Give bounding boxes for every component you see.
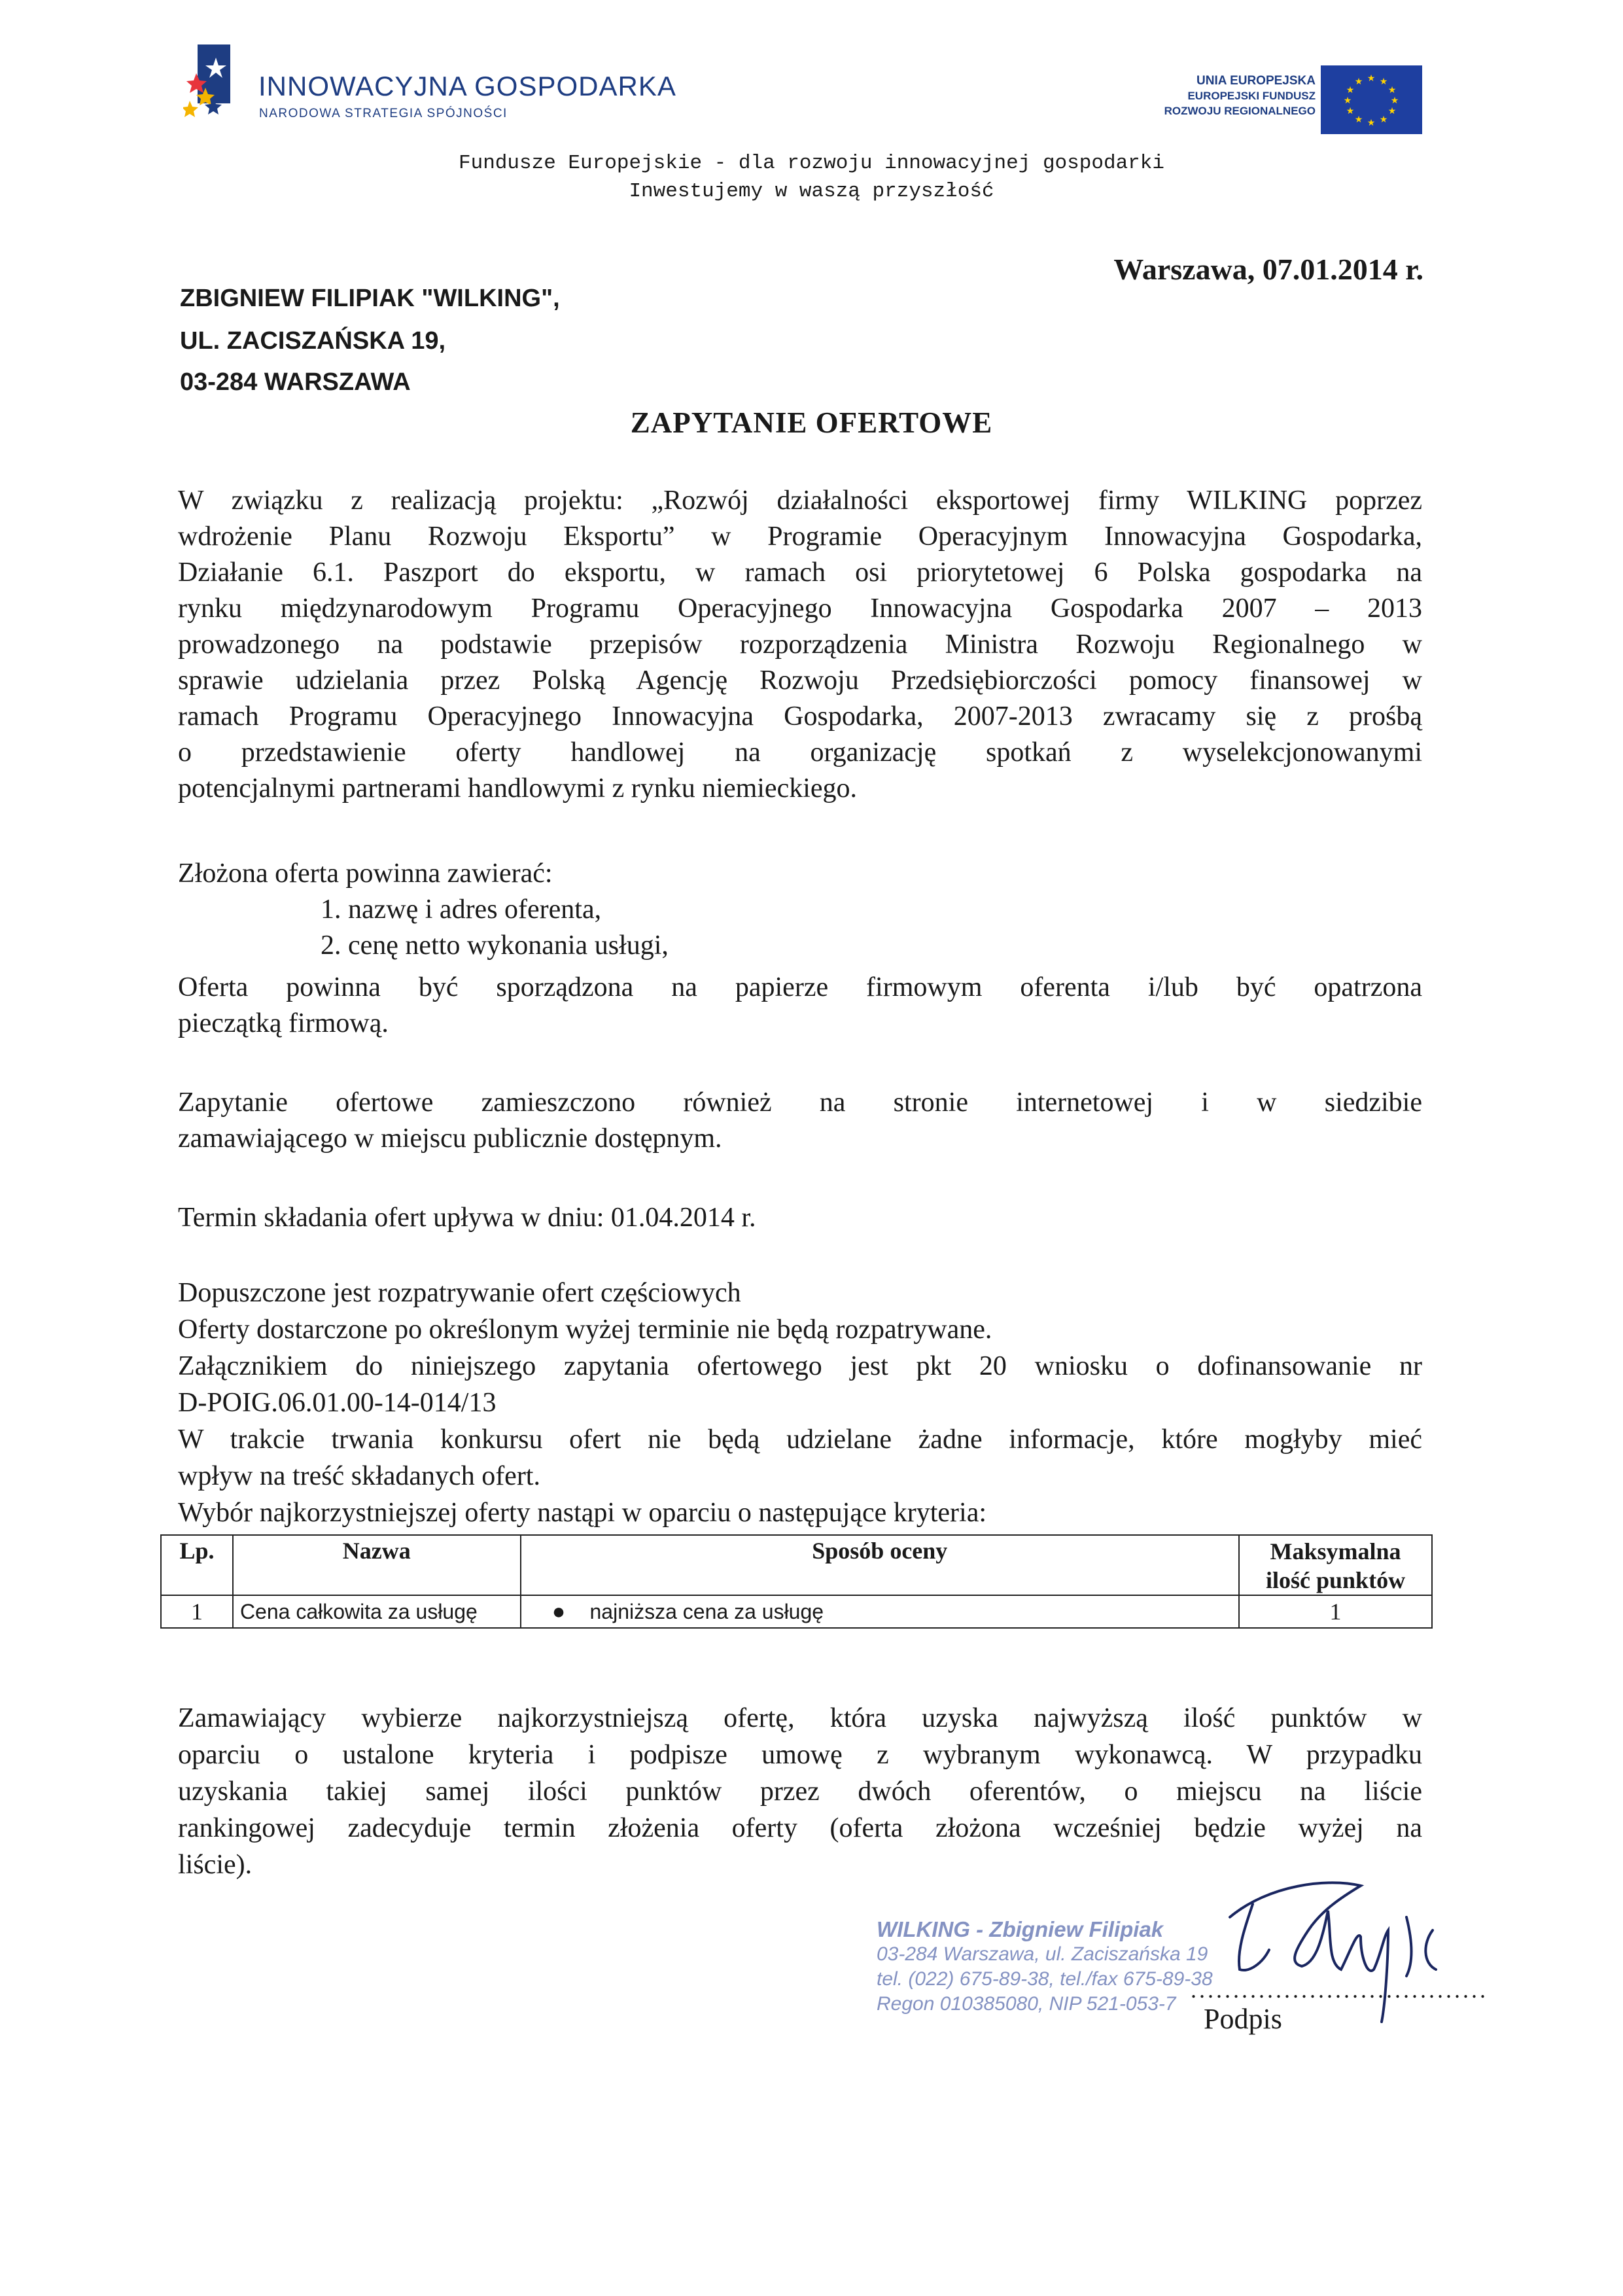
- signature-label: Podpis: [1204, 2003, 1282, 2035]
- intro-line: o przedstawienie oferty handlowej na organizację spotkań z wyselekcjonowanymi: [178, 737, 1422, 768]
- sender-city: 03-284 WARSZAWA: [180, 368, 411, 396]
- rules-line: Oferty dostarczone po określonym wyżej terminie nie będą rozpatrywane.: [178, 1315, 992, 1345]
- cell-name: Cena całkowita za usługę: [233, 1595, 521, 1628]
- table-header-row: [161, 1535, 1432, 1595]
- bullet-icon: ●: [551, 1599, 566, 1624]
- intro-line: ramach Programu Operacyjnego Innowacyjna Gospodarka, 2007-2013 zwracamy się z prośbą: [178, 701, 1422, 732]
- rules-line: wpływ na treść składanych ofert.: [178, 1461, 540, 1491]
- svg-text:★: ★: [1346, 85, 1355, 96]
- eu-label-line3: ROZWOJU REGIONALNEGO: [1164, 105, 1316, 117]
- column-header-lp: Lp.: [161, 1535, 233, 1595]
- offer-contents-heading: Złożona oferta powinna zawierać:: [178, 858, 553, 889]
- closing-line: uzyskania takiej samej ilości punktów przez dwóch oferentów, o miejscu na liście: [178, 1776, 1422, 1807]
- cell-method: [521, 1595, 1240, 1628]
- publication-paragraph: [178, 1085, 1422, 1157]
- closing-line: oparciu o ustalone kryteria i podpisze umowę z wybranym wykonawcą. W przypadku: [178, 1740, 1422, 1770]
- company-stamp: [877, 1917, 1213, 2017]
- offer-paper-line: Oferta powinna być sporządzona na papierze firmowym oferenta i/lub być opatrzona: [178, 972, 1422, 1002]
- cell-lp: 1: [161, 1595, 233, 1628]
- cell-method-text: najniższa cena za usługę: [589, 1600, 824, 1623]
- program-subtitle: NARODOWA STRATEGIA SPÓJNOŚCI: [259, 107, 508, 120]
- signature-line: ...................................: [1191, 1977, 1488, 2003]
- intro-line: prowadzonego na podstawie przepisów rozporządzenia Ministra Rozwoju Regionalnego w: [178, 629, 1422, 660]
- closing-paragraph: [178, 1700, 1422, 1883]
- intro-line: sprawie udzielania przez Polską Agencję Rozwoju Przedsiębiorczości pomocy finansowej w: [178, 665, 1422, 696]
- stamp-line: Regon 010385080, NIP 521-053-7: [877, 1993, 1176, 2015]
- eu-label-line1: UNIA EUROPEJSKA: [1196, 74, 1316, 88]
- svg-text:★: ★: [1343, 96, 1352, 106]
- rules-line: D-POIG.06.01.00-14-014/13: [178, 1388, 497, 1418]
- sender-name: ZBIGNIEW FILIPIAK "WILKING",: [180, 285, 560, 312]
- intro-line: rynku międzynarodowym Programu Operacyjnego Innowacyjna Gospodarka 2007 – 2013: [178, 593, 1422, 624]
- table-row: [161, 1595, 1432, 1628]
- cell-points: 1: [1239, 1595, 1432, 1628]
- svg-text:★: ★: [1346, 106, 1355, 116]
- program-title: INNOWACYJNA GOSPODARKA: [258, 71, 676, 101]
- svg-text:★: ★: [1390, 96, 1399, 106]
- rules-line: W trakcie trwania konkursu ofert nie będą udzielane żadne informacje, które mogłyby mieć: [178, 1424, 1422, 1455]
- intro-paragraph: [178, 483, 1422, 807]
- closing-line: liście).: [178, 1850, 253, 1880]
- intro-line: potencjalnymi partnerami handlowymi z rynku niemieckiego.: [178, 773, 858, 804]
- closing-line: Zamawiający wybierze najkorzystniejszą ofertę, która uzyska najwyższą ilość punktów w: [178, 1703, 1422, 1733]
- svg-text:★: ★: [1367, 73, 1376, 84]
- sender-street: UL. ZACISZAŃSKA 19,: [180, 327, 446, 355]
- eu-flag-icon: [1321, 65, 1422, 134]
- criteria-table: [160, 1534, 1433, 1629]
- offer-item: 1. nazwę i adres oferenta,: [321, 894, 602, 925]
- rules-block: [178, 1275, 1422, 1531]
- intro-line: Działanie 6.1. Paszport do eksportu, w ramach osi priorytetowej 6 Polska gospodarka na: [178, 557, 1422, 588]
- svg-text:★: ★: [1354, 77, 1363, 87]
- deadline: Termin składania ofert upływa w dniu: 01.04.2014 r.: [178, 1203, 756, 1233]
- rules-line: Dopuszczone jest rozpatrywanie ofert częściowych: [178, 1278, 741, 1308]
- document-date: Warszawa, 07.01.2014 r.: [1113, 253, 1423, 286]
- column-header-method: Sposób oceny: [521, 1535, 1240, 1595]
- innowacyjna-gospodarka-logo-icon: [183, 39, 236, 131]
- closing-line: rankingowej zadecyduje termin złożenia oferty (oferta złożona wcześniej będzie wyżej na: [178, 1813, 1422, 1843]
- eu-label: [1164, 73, 1316, 118]
- column-header-max-points: Maksymalna ilość punktów: [1239, 1535, 1432, 1595]
- svg-text:★: ★: [1367, 118, 1376, 128]
- rules-line: Załącznikiem do niniejszego zapytania ofertowego jest pkt 20 wniosku o dofinansowanie nr: [178, 1351, 1422, 1381]
- eu-label-line2: EUROPEJSKI FUNDUSZ: [1187, 90, 1316, 102]
- offer-paper-line: pieczątką firmową.: [178, 1008, 389, 1038]
- svg-text:★: ★: [1387, 85, 1397, 96]
- motto-line-2: Inwestujemy w waszą przyszłość: [629, 180, 994, 203]
- offer-item: 2. cenę netto wykonania usługi,: [321, 930, 669, 961]
- publication-line: zamawiającego w miejscu publicznie dostępnym.: [178, 1123, 722, 1154]
- stamp-line: WILKING - Zbigniew Filipiak: [877, 1917, 1164, 1941]
- svg-text:★: ★: [1387, 106, 1397, 116]
- svg-text:★: ★: [1354, 115, 1363, 125]
- stamp-line: 03-284 Warszawa, ul. Zaciszańska 19: [877, 1943, 1208, 1965]
- intro-line: W związku z realizacją projektu: „Rozwój działalności eksportowej firmy WILKING poprzez: [178, 486, 1422, 516]
- svg-text:★: ★: [1379, 77, 1388, 87]
- motto-line-1: Fundusze Europejskie - dla rozwoju innowacyjnej gospodarki: [459, 152, 1164, 175]
- intro-line: wdrożenie Planu Rozwoju Eksportu” w Programie Operacyjnym Innowacyjna Gospodarka,: [178, 521, 1422, 552]
- rules-line: Wybór najkorzystniejszej oferty nastąpi w oparciu o następujące kryteria:: [178, 1498, 987, 1528]
- stamp-line: tel. (022) 675-89-38, tel./fax 675-89-38: [877, 1968, 1213, 1990]
- publication-line: Zapytanie ofertowe zamieszczono również na stronie internetowej i w siedzibie: [178, 1087, 1422, 1118]
- column-header-name: Nazwa: [233, 1535, 521, 1595]
- offer-paper-requirement: [178, 970, 1422, 1042]
- document-title: ZAPYTANIE OFERTOWE: [630, 406, 993, 439]
- svg-text:★: ★: [1379, 115, 1388, 125]
